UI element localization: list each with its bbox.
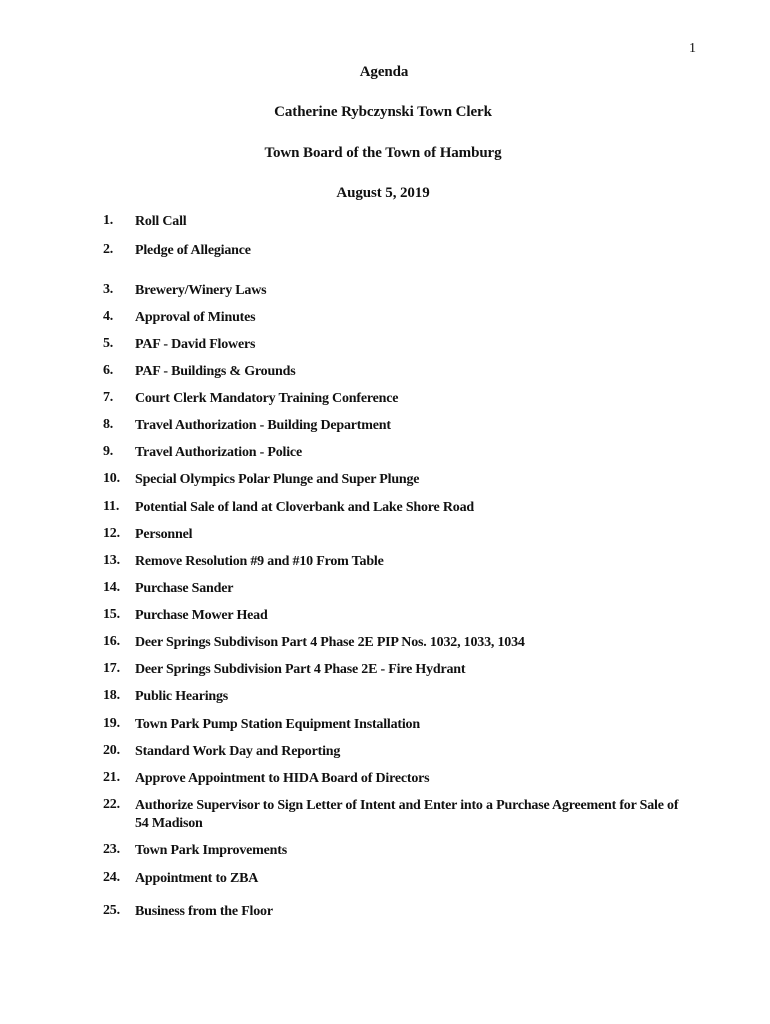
item-number: 7. — [103, 390, 114, 405]
item-number: 12. — [103, 526, 120, 541]
item-text: PAF - David Flowers — [135, 337, 256, 352]
item-number: 22. — [103, 797, 120, 812]
item-number: 13. — [103, 553, 120, 568]
item-text: Brewery/Winery Laws — [135, 283, 267, 298]
item-text: Town Park Improvements — [135, 843, 287, 858]
item-number: 5. — [103, 336, 114, 351]
item-text: Personnel — [135, 527, 193, 542]
item-number: 4. — [103, 309, 114, 324]
item-text: Travel Authorization - Police — [135, 445, 302, 460]
item-number: 3. — [103, 282, 114, 297]
item-number: 17. — [103, 661, 120, 676]
item-text: Town Park Pump Station Equipment Installation — [135, 717, 420, 732]
item-text: Business from the Floor — [135, 904, 273, 919]
item-text: Remove Resolution #9 and #10 From Table — [135, 554, 384, 569]
item-text: Travel Authorization - Building Department — [135, 418, 391, 433]
item-number: 23. — [103, 842, 120, 857]
item-number: 18. — [103, 688, 120, 703]
item-text: Deer Springs Subdivision Part 4 Phase 2E - Fire Hydrant — [135, 662, 466, 677]
item-number: 11. — [103, 499, 120, 514]
item-text: Approve Appointment to HIDA Board of Directors — [135, 771, 430, 786]
board-name: Town Board of the Town of Hamburg — [264, 145, 502, 161]
item-text: Authorize Supervisor to Sign Letter of Intent and Enter into a Purchase Agreement for Sale of 54 Madison — [135, 798, 679, 831]
town-clerk-name: Catherine Rybczynski Town Clerk — [274, 104, 492, 120]
agenda-title: Agenda — [359, 64, 409, 80]
item-text: Standard Work Day and Reporting — [135, 744, 341, 759]
item-text: Pledge of Allegiance — [135, 243, 251, 258]
item-number: 2. — [103, 242, 114, 257]
item-text: Potential Sale of land at Cloverbank and Lake Shore Road — [135, 500, 474, 515]
item-text: Court Clerk Mandatory Training Conference — [135, 391, 399, 406]
item-text: Approval of Minutes — [135, 310, 256, 325]
item-number: 1. — [103, 213, 114, 228]
item-number: 16. — [103, 634, 120, 649]
item-text: Public Hearings — [135, 689, 229, 704]
item-text: Roll Call — [135, 214, 187, 229]
item-number: 21. — [103, 770, 120, 785]
item-number: 25. — [103, 903, 120, 918]
item-number: 15. — [103, 607, 120, 622]
item-number: 10. — [103, 471, 120, 486]
item-text: Special Olympics Polar Plunge and Super Plunge — [135, 472, 420, 487]
item-text: Appointment to ZBA — [135, 871, 259, 886]
item-number: 24. — [103, 870, 120, 885]
page-number: 1 — [689, 41, 696, 56]
item-number: 6. — [103, 363, 114, 378]
item-number: 20. — [103, 743, 120, 758]
meeting-date: August 5, 2019 — [336, 185, 430, 201]
item-text: Deer Springs Subdivison Part 4 Phase 2E PIP Nos. 1032, 1033, 1034 — [135, 635, 525, 650]
item-number: 14. — [103, 580, 120, 595]
item-number: 8. — [103, 417, 114, 432]
item-number: 19. — [103, 716, 120, 731]
item-text: Purchase Sander — [135, 581, 234, 596]
item-text: PAF - Buildings & Grounds — [135, 364, 296, 379]
item-number: 9. — [103, 444, 114, 459]
item-text: Purchase Mower Head — [135, 608, 268, 623]
